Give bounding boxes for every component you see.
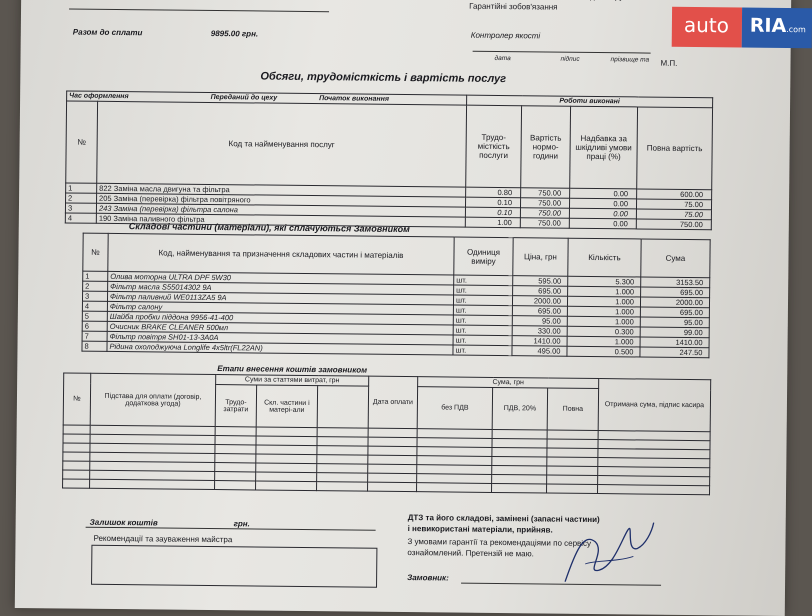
table-row: 7 Фільтр повітря SH01-13-3A0A шт. 1410.00 1.000 1410.00	[82, 331, 709, 348]
date-caption: дата	[494, 54, 511, 63]
table-row: 4 190 Заміна паливного фільтра 1.00 750.00 0.00 750.00	[65, 213, 711, 230]
col-service-name: Код та найменування послуг	[97, 101, 467, 187]
col-labor: Трудо-місткість послуги	[466, 105, 522, 188]
services-table	[65, 90, 713, 230]
table-row: 4 Фільтр салону шт. 695.00 1.000 695.00	[82, 301, 709, 318]
balance-unit: грн.	[233, 519, 250, 529]
col-rate: Вартість нормо-години	[521, 106, 571, 189]
customer-signature-icon	[555, 512, 656, 593]
col-part-name: Код, найменування та призначення складових частин і матеріалів	[108, 233, 454, 275]
total-value: 9895.00 грн.	[210, 28, 259, 39]
payments-title: Етапи внесення коштів замовником	[217, 364, 368, 375]
master-recommendations-label: Рекомендації та зауваження майстра	[93, 533, 233, 545]
quality-controller-label: Контролер якості	[470, 30, 541, 41]
acceptance-line-2: і невикористані матеріали, прийняв.	[407, 524, 553, 535]
recommendations-box	[91, 545, 377, 588]
balance-label: Залишок коштів	[89, 517, 158, 528]
table-row: 2 205 Заміна (перевірка) фільтра повітряного 0.10 750.00 0.00 75.00	[66, 193, 712, 210]
signature-caption: підпис	[560, 55, 580, 63]
col-total: Повна вартість	[637, 107, 713, 190]
work-done-header: Роботи виконані	[467, 95, 713, 108]
total-label: Разом до сплати	[72, 27, 143, 38]
col-qty: Кількість	[568, 238, 641, 277]
logo-auto-text: auto	[672, 7, 742, 48]
stamp-place-label: М.П.	[660, 58, 678, 68]
surname-caption: прізвище та	[610, 56, 650, 64]
table-row: 1 822 Заміна масла двигуна та фільтра 0.80 750.00 0.00 600.00	[66, 183, 712, 200]
col-no: №	[83, 233, 108, 271]
acceptance-line-1: ДТЗ та його складові, замінені (запасні частини)	[407, 513, 600, 525]
parts-title: Складові частини (матеріали), які сплачуються Замовником	[128, 221, 410, 235]
table-row: 5 Шайба пробки піддона 9956-41-400 шт. 95.00 1.000 95.00	[82, 311, 709, 328]
issue-time-header: Час оформлення Переданий до цеху Початок виконання	[67, 91, 467, 105]
warranty-acknowledge-line-1: З умовами гарантії та рекомендаціями по сервісу	[407, 537, 592, 548]
divider	[69, 8, 329, 12]
parts-table	[81, 233, 710, 359]
table-row: 8 Рідина охолоджуюча Longlife 4x5ltr(FL22AN) шт. 495.00 0.500 247.50	[82, 341, 709, 358]
col-no: №	[66, 101, 98, 183]
work-order-document	[15, 0, 806, 616]
table-row: 3 Фільтр паливний WE0113ZA5 9A шт. 2000.00 1.000 2000.00	[82, 291, 709, 308]
table-row: 2 Фільтр масла S55014302 9A шт. 695.00 1.000 695.00	[83, 281, 710, 298]
col-unit: Одиниця виміру	[454, 237, 513, 276]
payments-table: № Підстава для оплати (договір, додаткова угода) Суми за статтями витрат, грн Дата оплати Сума, грн Отримана сума, підпис касира Трудо-затрати Скл. частини і матері-али без ПДВ ПДВ, 20% Повна	[62, 372, 711, 495]
table-row: 6 Очисник BRAKE CLEANER 500мл шт. 330.00 0.300 99.00	[82, 321, 709, 338]
customer-label: Замовник:	[407, 573, 449, 583]
warranty-acknowledge-line-2: ознайомлений. Претензій не маю.	[407, 548, 534, 559]
services-title: Обсяги, трудомісткість і вартість послуг	[260, 70, 507, 86]
logo-ria-text: RIA.com	[742, 8, 812, 49]
autoria-logo	[672, 7, 812, 48]
col-bonus: Надбавка за шкідливі умови праці (%)	[570, 106, 638, 189]
balance-line	[86, 527, 376, 531]
table-row: 3 243 Заміна (перевірка) фільтра салона 0.10 750.00 0.00 75.00	[65, 203, 711, 220]
col-price: Ціна, грн	[513, 238, 568, 277]
col-sum: Сума	[641, 239, 710, 278]
table-row: 1 Олива моторна ULTRA DPF 5W30 шт. 595.00 5.300 3153.50	[83, 271, 710, 288]
warranty-label: Гарантійні зобов'язання	[469, 1, 558, 12]
signature-line	[473, 51, 651, 54]
